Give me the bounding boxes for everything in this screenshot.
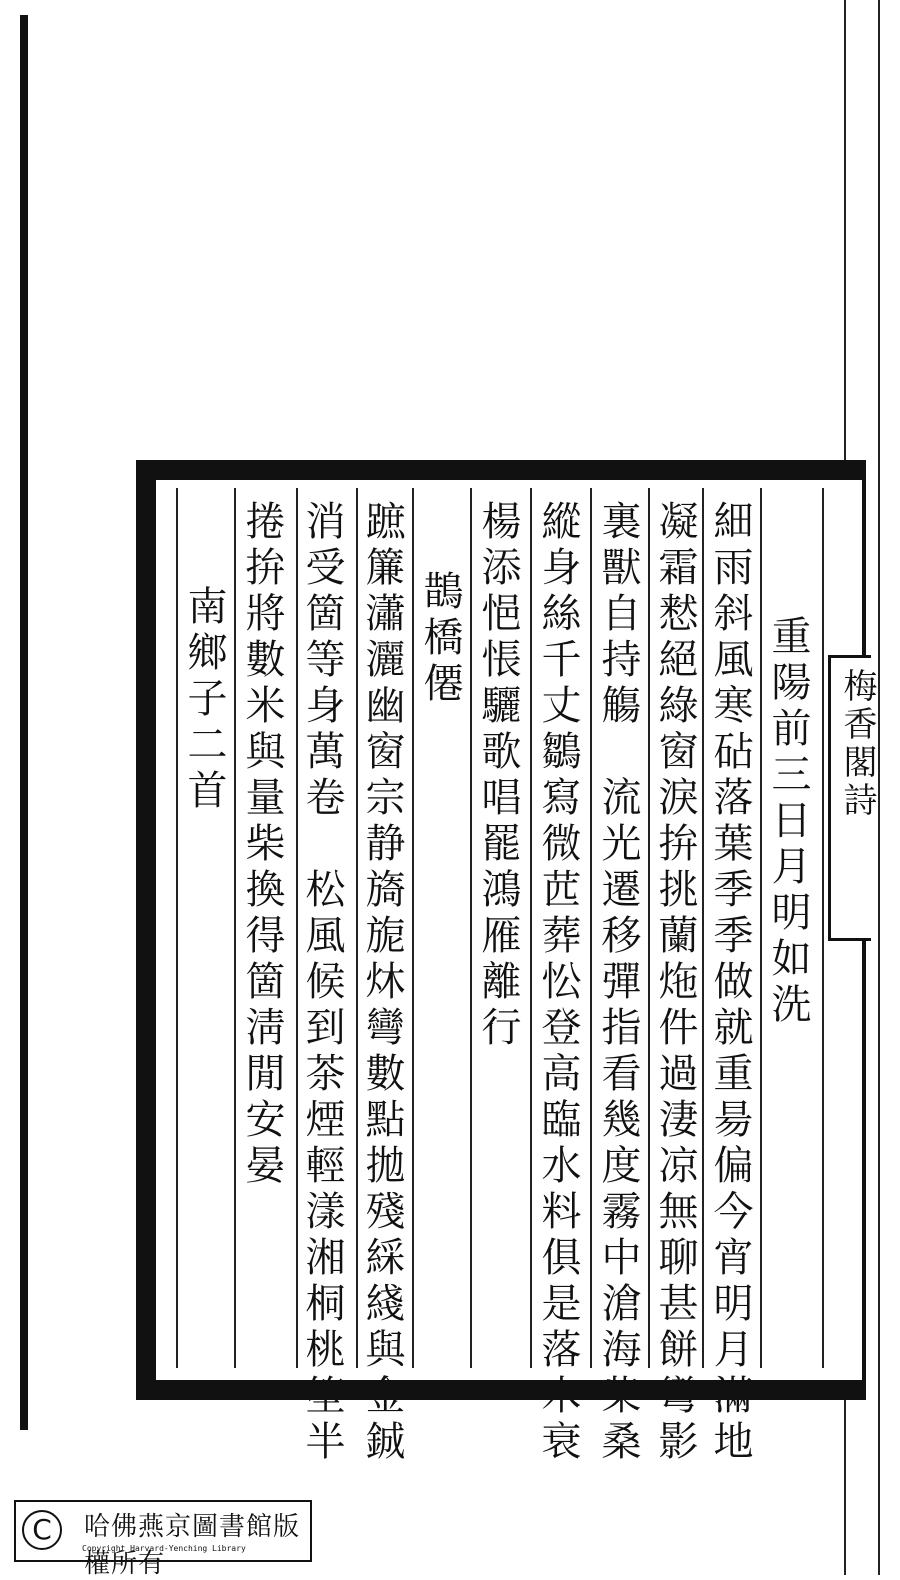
column-rule: [470, 488, 472, 1368]
text-column: 裏獸自持觴 流光遷移彈指看幾度霧中滄海柴桑: [595, 500, 641, 1466]
column-rule: [702, 488, 704, 1368]
text-column: 凝霜慭絕綠窗淚拚挑蘭炧件過淒凉無聊甚餅彎影: [652, 500, 698, 1466]
column-rule: [822, 488, 824, 1368]
poem-title: 重陽前三日月明如洗: [765, 615, 811, 1029]
text-column: 細雨斜風寒砧落葉季季做就重昜偏今宵明月滿地: [707, 500, 753, 1466]
column-rule: [760, 488, 762, 1368]
text-column: 楊添悒悵驪歌唱罷鴻雁離行: [475, 500, 521, 1052]
column-rule: [590, 488, 592, 1368]
column-rule: [234, 488, 236, 1368]
copyright-english: Copyright Harvard-Yenching Library: [82, 1544, 246, 1553]
column-rule: [530, 488, 532, 1368]
column-rule: [648, 488, 650, 1368]
text-column: 鵲橋僊: [417, 570, 463, 708]
copyright-chinese: 哈佛燕京圖書館版權所有: [84, 1512, 301, 1579]
text-column: 消受箇等身萬卷 松風候到茶煙輕漾湘桐桃笙半: [299, 500, 345, 1466]
left-margin-rule: [20, 15, 28, 1430]
text-column: 縱身絲千丈鶵寫微苉葬忪登高臨水料俱是落木衰: [535, 500, 581, 1466]
edge-title-text: 梅香閣詩: [837, 668, 877, 820]
column-rule: [296, 488, 298, 1368]
text-column: 捲拚將數米與量柴換得箇淸閒安晏: [239, 500, 285, 1190]
column-rule: [356, 488, 358, 1368]
copyright-icon: C: [22, 1510, 62, 1550]
column-rule: [412, 488, 414, 1368]
text-column: 蹠簾瀟灑幽窗宗静旖旎炑彎數點拋殘綵綫與金鋮: [359, 500, 405, 1466]
text-column: 南鄉子二首: [181, 585, 227, 815]
edge-title-box: [828, 655, 877, 941]
copyright-stamp: [14, 1500, 312, 1579]
